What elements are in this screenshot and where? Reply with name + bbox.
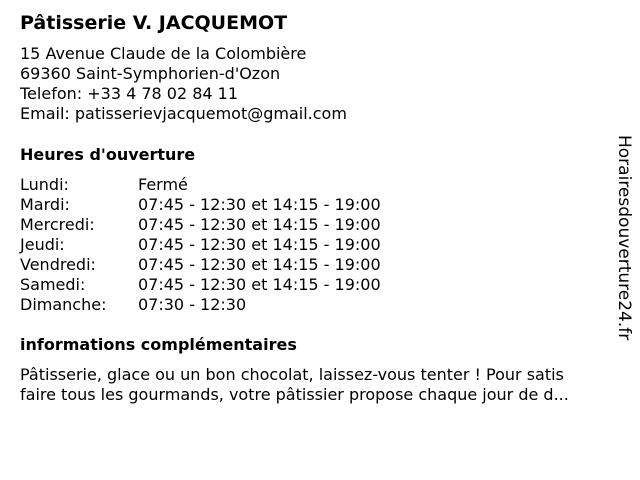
day-label: Jeudi:	[20, 235, 65, 254]
day-hours: 07:30 - 12:30	[138, 295, 247, 314]
address-street: 15 Avenue Claude de la Colombière	[20, 44, 307, 63]
hours-row-saturday	[20, 275, 381, 295]
business-name: Pâtisserie V. JACQUEMOT	[20, 12, 288, 34]
hours-row-monday	[20, 175, 381, 195]
day-label: Lundi:	[20, 175, 69, 194]
day-hours: 07:45 - 12:30 et 14:15 - 19:00	[138, 255, 381, 274]
additional-info-text	[20, 365, 620, 405]
day-label: Mardi:	[20, 195, 70, 214]
hours-row-wednesday	[20, 215, 381, 235]
day-hours: 07:45 - 12:30 et 14:15 - 19:00	[138, 215, 381, 234]
day-label: Vendredi:	[20, 255, 96, 274]
hours-row-thursday	[20, 235, 381, 255]
day-hours: 07:45 - 12:30 et 14:15 - 19:00	[138, 195, 381, 214]
email-address: Email: patisserievjacquemot@gmail.com	[20, 104, 347, 123]
hours-row-sunday	[20, 295, 381, 315]
opening-hours-heading: Heures d'ouverture	[20, 145, 196, 164]
info-line: Pâtisserie, glace ou un bon chocolat, laissez-vous tenter ! Pour satis	[20, 365, 564, 384]
hours-row-friday	[20, 255, 381, 275]
phone-number: Telefon: +33 4 78 02 84 11	[20, 84, 239, 103]
opening-hours-table	[20, 175, 381, 315]
day-label: Dimanche:	[20, 295, 107, 314]
day-hours: 07:45 - 12:30 et 14:15 - 19:00	[138, 275, 381, 294]
day-hours: 07:45 - 12:30 et 14:15 - 19:00	[138, 235, 381, 254]
day-label: Mercredi:	[20, 215, 95, 234]
info-line: faire tous les gourmands, votre pâtissier propose chaque jour de d...	[20, 385, 569, 404]
day-label: Samedi:	[20, 275, 86, 294]
address-city: 69360 Saint-Symphorien-d'Ozon	[20, 64, 281, 83]
site-watermark: Horairesdouverture24.fr	[614, 135, 634, 341]
hours-row-tuesday	[20, 195, 381, 215]
additional-info-heading: informations complémentaires	[20, 335, 297, 354]
contact-block	[20, 44, 347, 124]
day-hours: Fermé	[138, 175, 188, 194]
